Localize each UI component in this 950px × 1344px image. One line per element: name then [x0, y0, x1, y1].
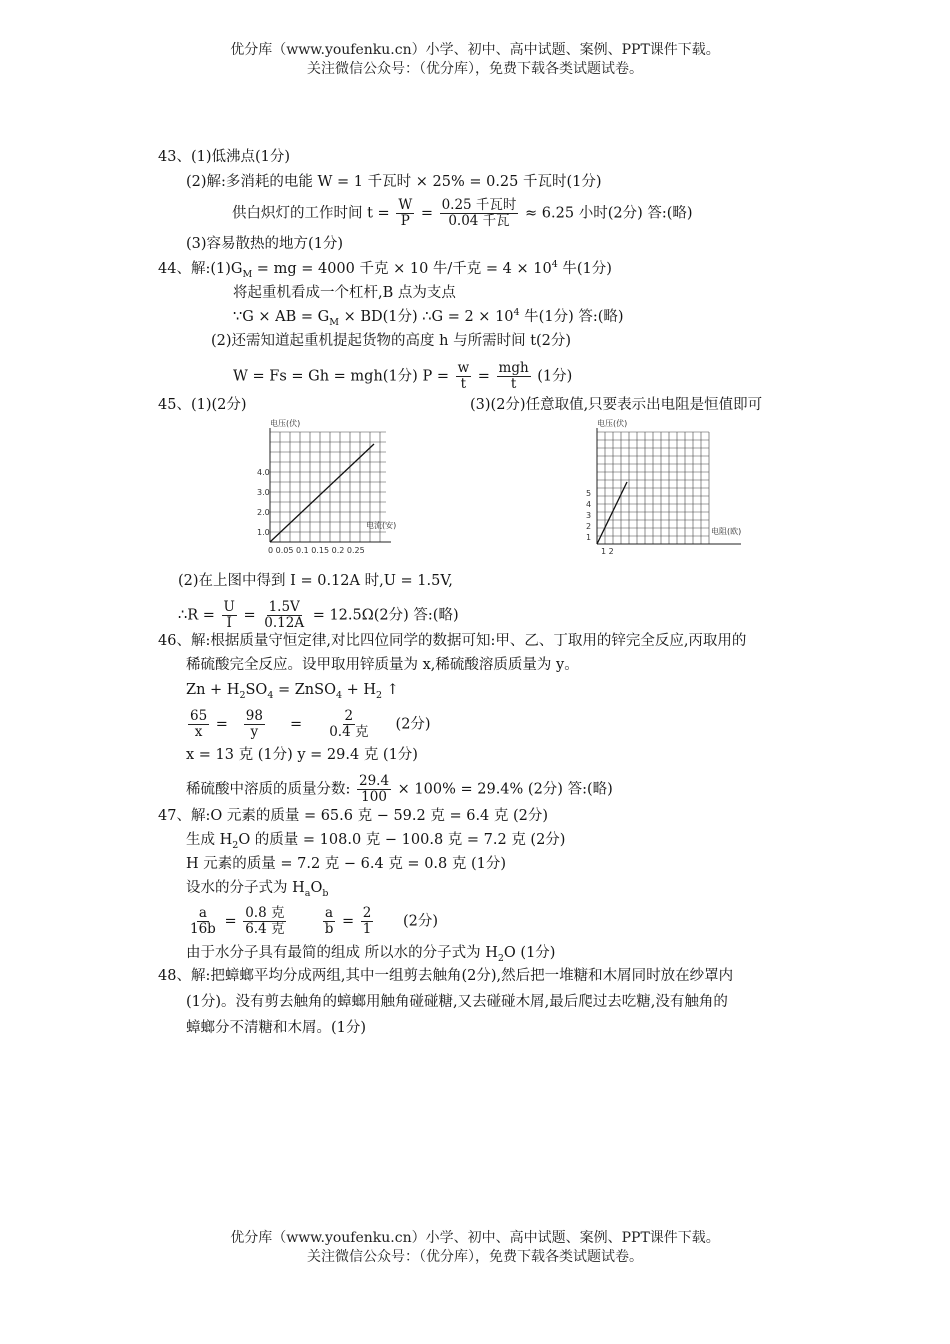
text-segment: O (1分)	[503, 945, 556, 961]
fraction	[497, 361, 531, 392]
text-segment: Zn + H	[186, 682, 240, 698]
page-footer	[0, 1229, 950, 1267]
graph2-ytick: 1	[586, 533, 592, 542]
q45-line-1-right: (3)(2分)任意取值,只要表示出电阻是恒值即可	[470, 397, 763, 413]
q44-line-5	[233, 361, 572, 392]
q43-line-4: (3)容易散热的地方(1分)	[186, 236, 344, 252]
q47-line-6	[186, 943, 555, 963]
q46-line-5: x = 13 克 (1分) y = 29.4 克 (1分)	[186, 747, 418, 763]
q47-proportion	[186, 906, 438, 937]
fraction	[243, 906, 286, 937]
q44-line-1	[158, 259, 612, 279]
text-segment: 设水的分子式为 H	[186, 880, 305, 896]
q43-line-3-prefix: 供白炽灯的工作时间 t =	[232, 205, 390, 222]
q45-line-2: (2)在上图中得到 I = 0.12A 时,U = 1.5V,	[178, 573, 453, 589]
equals-sign: =	[420, 205, 433, 222]
text-segment: 生成 H	[186, 832, 233, 848]
fraction-numerator: a	[198, 905, 207, 921]
q43-line-3	[232, 198, 693, 229]
text-segment: = ZnSO	[273, 682, 336, 698]
subscript: M	[329, 316, 339, 328]
subscript: a	[304, 887, 311, 899]
q44-line-2: 将起重机看成一个杠杆,B 点为支点	[233, 285, 456, 301]
equals-sign: =	[342, 913, 355, 930]
fraction	[323, 906, 336, 937]
fraction-numerator: 98	[245, 708, 263, 724]
superscript: 4	[551, 259, 558, 271]
q45-line-1-left: 45、(1)(2分)	[158, 397, 247, 413]
graph2-ytick: 4	[586, 500, 592, 509]
q47-line-1: 47、解:O 元素的质量 = 65.6 克 − 59.2 克 = 6.4 克 (2分)	[158, 808, 549, 824]
graph2-ytick: 3	[586, 511, 592, 520]
q44-line-3	[233, 307, 624, 327]
q46-line-6	[186, 774, 613, 805]
text-segment: ↑	[382, 682, 399, 698]
fraction	[244, 709, 265, 740]
equals-sign: =	[243, 607, 256, 624]
graph1-ytick: 4.0	[257, 468, 270, 477]
footer-line-2: 关注微信公众号：（优分库），免费下载各类试题试卷。	[307, 1249, 643, 1265]
fraction-numerator: mgh	[498, 360, 529, 376]
equals-sign: =	[224, 913, 237, 930]
text-segment: 44、解:(1)G	[158, 261, 243, 277]
text-segment: = mg = 4000 千克 × 10 牛/千克 = 4 × 10	[252, 261, 552, 277]
q45-line-3	[178, 600, 459, 631]
fraction-numerator: 0.25 千瓦时	[441, 197, 517, 213]
fraction-denominator: 0.12A	[264, 615, 305, 631]
q46-proportion	[186, 709, 431, 740]
q43-line-2: (2)解:多消耗的电能 W = 1 千瓦时 × 25% = 0.25 千瓦时(1分)	[186, 174, 602, 190]
fraction	[456, 361, 472, 392]
graph1-ylabel: 电压(伏)	[270, 419, 301, 428]
fraction-denominator: 16b	[190, 921, 216, 937]
fraction-numerator: 29.4	[359, 773, 390, 789]
fraction-numerator: 2	[344, 708, 354, 724]
graph2-xticks: 1 2	[601, 547, 614, 556]
equals-sign: =	[477, 368, 490, 385]
text-segment: ∵G × AB = G	[233, 309, 330, 325]
graph1-xticks: 0 0.05 0.1 0.15 0.2 0.25	[268, 546, 365, 555]
text-segment: SO	[245, 682, 268, 698]
text-segment: × BD(1分) ∴G = 2 × 10	[339, 309, 514, 325]
footer-line-1: 优分库（www.youfenku.cn）小学、初中、高中试题、案例、PPT课件下载。	[230, 1230, 720, 1246]
score-label: (2分)	[395, 716, 431, 733]
fraction-denominator: 100	[361, 789, 387, 805]
text-segment: (1分)	[537, 368, 573, 385]
fraction-numerator: 1.5V	[268, 599, 300, 615]
fraction	[361, 906, 374, 937]
header-line-1: 优分库（www.youfenku.cn）小学、初中、高中试题、案例、PPT课件下载。	[230, 42, 720, 58]
text-segment: O	[310, 880, 323, 896]
fraction	[188, 906, 218, 937]
subscript: 2	[232, 839, 239, 851]
text-segment: ∴R =	[178, 607, 215, 624]
fraction-numerator: 65	[190, 708, 208, 724]
fraction-denominator: P	[400, 213, 410, 229]
q46-reaction-equation	[186, 680, 399, 700]
fraction-denominator: 0.04 千瓦	[448, 213, 510, 229]
subscript: 2	[376, 689, 383, 701]
subscript: M	[242, 268, 253, 280]
voltage-resistance-graph	[583, 416, 753, 558]
fraction-denominator: 6.4 克	[245, 921, 285, 937]
text-segment: 由于水分子具有最简的组成 所以水的分子式为 H	[186, 945, 498, 961]
q47-line-2	[186, 830, 565, 850]
q48-line-3: 蟑螂分不清糖和木屑。(1分)	[186, 1020, 367, 1036]
graph2-data-line	[597, 482, 627, 544]
q48-line-2: (1分)。没有剪去触角的蟑螂用触角碰碰糖,又去碰碰木屑,最后爬过去吃糖,没有触角的	[186, 994, 728, 1010]
fraction	[188, 709, 209, 740]
fraction-denominator: t	[510, 376, 517, 392]
text-segment: × 100% = 29.4% (2分) 答:(略)	[397, 781, 613, 798]
graph2-grid	[597, 432, 709, 544]
graph2-ytick: 2	[586, 522, 592, 531]
fraction-denominator: y	[250, 724, 259, 740]
equals-sign: =	[290, 716, 303, 733]
text-segment: 稀硫酸中溶质的质量分数:	[186, 781, 351, 798]
fraction-numerator: a	[325, 905, 334, 921]
fraction-numerator: U	[223, 599, 235, 615]
fraction-numerator: 0.8 克	[245, 905, 285, 921]
header-line-2: 关注微信公众号：（优分库），免费下载各类试题试卷。	[307, 61, 643, 77]
fraction	[396, 198, 414, 229]
q46-line-2: 稀硫酸完全反应。设甲取用锌质量为 x,稀硫酸溶质质量为 y。	[186, 657, 579, 673]
q43-line-3-suffix: ≈ 6.25 小时(2分) 答:(略)	[525, 205, 693, 222]
subscript: b	[322, 887, 329, 899]
fraction-numerator: w	[457, 360, 470, 376]
page-header	[0, 41, 950, 79]
fraction	[327, 709, 370, 740]
fraction-denominator: t	[460, 376, 467, 392]
graph1-xlabel: 电流(安)	[366, 521, 397, 530]
graph1-data-line	[270, 444, 374, 542]
graph2-xlabel: 电阻(欧)	[711, 527, 742, 536]
voltage-current-graph	[256, 416, 406, 558]
subscript: 2	[239, 689, 246, 701]
fraction-denominator: 1	[362, 921, 372, 937]
equals-sign: =	[215, 716, 228, 733]
fraction-denominator: x	[194, 724, 203, 740]
graph1-ytick: 3.0	[257, 488, 270, 497]
q43-line-1: 43、(1)低沸点(1分)	[158, 149, 291, 165]
q44-line-4: (2)还需知道起重机提起货物的高度 h 与所需时间 t(2分)	[211, 333, 572, 349]
subscript: 4	[267, 689, 274, 701]
fraction	[262, 600, 306, 631]
score-label: (2分)	[403, 913, 439, 930]
q48-line-1: 48、解:把蟑螂平均分成两组,其中一组剪去触角(2分),然后把一堆糖和木屑同时放在纱罩内	[158, 968, 734, 984]
text-segment: O 的质量 = 108.0 克 − 100.8 克 = 7.2 克 (2分)	[238, 832, 566, 848]
graph1-ytick: 2.0	[257, 508, 270, 517]
fraction-denominator: I	[226, 615, 232, 631]
q47-line-4	[186, 878, 328, 898]
text-segment: W = Fs = Gh = mgh(1分) P =	[233, 368, 449, 385]
superscript: 4	[513, 307, 520, 319]
fraction	[357, 774, 391, 805]
q47-line-3: H 元素的质量 = 7.2 克 − 6.4 克 = 0.8 克 (1分)	[186, 856, 507, 872]
subscript: 4	[335, 689, 343, 701]
fraction	[440, 198, 519, 229]
fraction-denominator: 0.4 克	[329, 724, 369, 740]
graph2-ylabel: 电压(伏)	[597, 419, 628, 428]
text-segment: 牛(1分) 答:(略)	[519, 309, 624, 325]
text-segment: + H	[342, 682, 377, 698]
graph2-ytick: 5	[586, 489, 592, 498]
fraction	[222, 600, 237, 631]
text-segment: 牛(1分)	[557, 261, 612, 277]
fraction-numerator: W	[398, 197, 413, 213]
q46-line-1: 46、解:根据质量守恒定律,对比四位同学的数据可知:甲、乙、丁取用的锌完全反应,丙取用的	[158, 633, 747, 649]
fraction-denominator: b	[324, 921, 334, 937]
graph1-ytick: 1.0	[257, 528, 270, 537]
text-segment: = 12.5Ω(2分) 答:(略)	[312, 607, 459, 624]
subscript: 2	[497, 952, 504, 964]
fraction-numerator: 2	[362, 905, 372, 921]
